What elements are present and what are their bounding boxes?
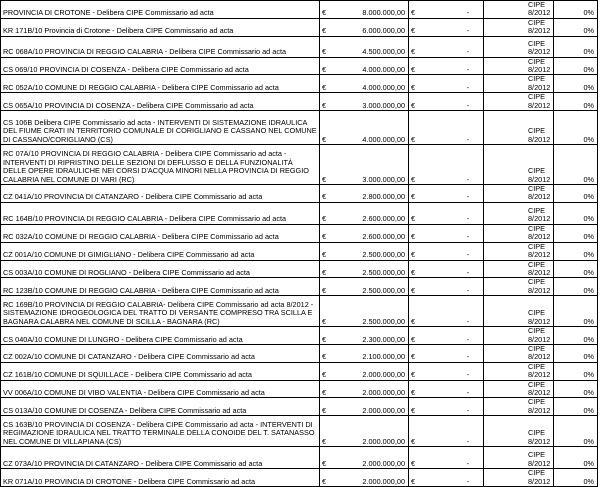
amount-value: 2.000.000,00 <box>332 447 409 469</box>
table-row <box>1 469 598 487</box>
cipe-reference: CIPE 8/2012 <box>484 398 554 416</box>
currency-symbol: € <box>320 145 332 185</box>
currency-symbol: € <box>320 18 332 36</box>
cipe-reference: CIPE 8/2012 <box>484 224 554 242</box>
row-description: RC 164B/10 PROVINCIA DI REGGIO CALABRIA - Delibera CIPE Commissario ad acta <box>1 202 320 224</box>
table-row <box>1 18 598 36</box>
amount-value: 2.500.000,00 <box>332 296 409 327</box>
cipe-reference: CIPE 8/2012 <box>484 75 554 93</box>
secondary-amount: - <box>421 75 484 93</box>
amount-value: 2.300.000,00 <box>332 327 409 345</box>
table-row <box>1 296 598 327</box>
currency-symbol: € <box>320 57 332 75</box>
row-description: CS 040A/10 COMUNE DI LUNGRO - Delibera CIPE Commissario ad acta <box>1 327 320 345</box>
row-description: RC 07A/10 PROVINCIA DI REGGIO CALABRIA - Delibera CIPE Commissario ad acta - INTERVENTI DI RIPRISTINO DELLE SEZIONI DI DEFLUSSO E DELLA FUNZIONALITÀ DELLE OPERE IDRAULICHE NEI CORSI D'ACQUA MINORI NELLA PROVINCIA DI REGGIO CALABRIA NEL COMUNE DI VARI (RC) <box>1 145 320 185</box>
currency-symbol: € <box>320 202 332 224</box>
amount-value: 4.000.000,00 <box>332 111 409 145</box>
percentage-value: 0% <box>554 224 598 242</box>
currency-symbol: € <box>320 398 332 416</box>
amount-value: 2.600.000,00 <box>332 224 409 242</box>
secondary-amount: - <box>421 362 484 380</box>
row-description: KR 071A/10 PROVINCIA DI CROTONE - Delibera CIPE Commissario ad acta <box>1 469 320 487</box>
percentage-value: 0% <box>554 18 598 36</box>
amount-value: 2.000.000,00 <box>332 380 409 398</box>
cipe-reference: CIPE 8/2012 <box>484 416 554 447</box>
cipe-reference: CIPE 8/2012 <box>484 93 554 111</box>
currency-symbol-secondary: € <box>409 145 421 185</box>
row-description: PROVINCIA DI CROTONE - Delibera CIPE Commissario ad acta <box>1 1 320 19</box>
table-body <box>1 1 598 487</box>
table-row <box>1 344 598 362</box>
amount-value: 2.800.000,00 <box>332 185 409 203</box>
secondary-amount: - <box>421 202 484 224</box>
cipe-reference: CIPE 8/2012 <box>484 1 554 19</box>
currency-symbol: € <box>320 380 332 398</box>
table-row <box>1 242 598 260</box>
percentage-value: 0% <box>554 398 598 416</box>
currency-symbol: € <box>320 296 332 327</box>
secondary-amount: - <box>421 111 484 145</box>
currency-symbol-secondary: € <box>409 202 421 224</box>
percentage-value: 0% <box>554 93 598 111</box>
row-description: RC 032A/10 COMUNE DI REGGIO CALABRIA - Delibera CIPE Commissario ad acta <box>1 224 320 242</box>
row-description: RC 169B/10 PROVINCIA DI REGGIO CALABRIA- Delibera CIPE Commissario ad acta 8/2012 - SISTEMAZIONE IDROGEOLOGICA DEL TRATTO DI VERSANTE COMPRESO TRA SCILLA E BAGNARA CALABRA NEL COMUNE DI SCILLA - BAGNARA (RC) <box>1 296 320 327</box>
row-description: RC 052A/10 COMUNE DI REGGIO CALABRIA - Delibera CIPE Commissario ad acta <box>1 75 320 93</box>
cipe-reference: CIPE 8/2012 <box>484 202 554 224</box>
secondary-amount: - <box>421 327 484 345</box>
currency-symbol: € <box>320 75 332 93</box>
currency-symbol-secondary: € <box>409 75 421 93</box>
cipe-reference: CIPE 8/2012 <box>484 344 554 362</box>
currency-symbol: € <box>320 362 332 380</box>
currency-symbol-secondary: € <box>409 296 421 327</box>
row-description: VV 006A/10 COMUNE DI VIBO VALENTIA - Delibera CIPE Commissario ad acta <box>1 380 320 398</box>
amount-value: 2.000.000,00 <box>332 416 409 447</box>
percentage-value: 0% <box>554 202 598 224</box>
amount-value: 2.600.000,00 <box>332 202 409 224</box>
currency-symbol: € <box>320 111 332 145</box>
currency-symbol-secondary: € <box>409 416 421 447</box>
percentage-value: 0% <box>554 1 598 19</box>
row-description: CS 003A/10 COMUNE DI ROGLIANO - Delibera CIPE Commissario ad acta <box>1 260 320 278</box>
secondary-amount: - <box>421 18 484 36</box>
cipe-reference: CIPE 8/2012 <box>484 36 554 57</box>
row-description: CS 013A/10 COMUNE DI COSENZA - Delibera CIPE Commissario ad acta <box>1 398 320 416</box>
secondary-amount: - <box>421 224 484 242</box>
cipe-reference: CIPE 8/2012 <box>484 185 554 203</box>
amount-value: 2.500.000,00 <box>332 260 409 278</box>
currency-symbol: € <box>320 93 332 111</box>
percentage-value: 0% <box>554 185 598 203</box>
table-row <box>1 380 598 398</box>
table-row <box>1 327 598 345</box>
currency-symbol-secondary: € <box>409 1 421 19</box>
currency-symbol-secondary: € <box>409 242 421 260</box>
currency-symbol: € <box>320 469 332 487</box>
secondary-amount: - <box>421 260 484 278</box>
percentage-value: 0% <box>554 344 598 362</box>
table-row <box>1 111 598 145</box>
currency-symbol-secondary: € <box>409 57 421 75</box>
percentage-value: 0% <box>554 145 598 185</box>
percentage-value: 0% <box>554 416 598 447</box>
currency-symbol-secondary: € <box>409 344 421 362</box>
currency-symbol: € <box>320 327 332 345</box>
cipe-reference: CIPE 8/2012 <box>484 278 554 296</box>
table-row <box>1 75 598 93</box>
currency-symbol-secondary: € <box>409 327 421 345</box>
currency-symbol: € <box>320 260 332 278</box>
percentage-value: 0% <box>554 327 598 345</box>
row-description: CS 065A/10 PROVINCIA DI COSENZA - Delibera CIPE Commissario ad acta <box>1 93 320 111</box>
table-row <box>1 447 598 469</box>
percentage-value: 0% <box>554 36 598 57</box>
cipe-reference: CIPE 8/2012 <box>484 111 554 145</box>
cipe-reference: CIPE 8/2012 <box>484 145 554 185</box>
secondary-amount: - <box>421 278 484 296</box>
cipe-reference: CIPE 8/2012 <box>484 469 554 487</box>
secondary-amount: - <box>421 242 484 260</box>
percentage-value: 0% <box>554 380 598 398</box>
currency-symbol: € <box>320 1 332 19</box>
amount-value: 2.000.000,00 <box>332 398 409 416</box>
secondary-amount: - <box>421 416 484 447</box>
row-description: CZ 073A/10 PROVINCIA DI CATANZARO - Delibera CIPE Commissario ad acta <box>1 447 320 469</box>
table-row <box>1 1 598 19</box>
currency-symbol-secondary: € <box>409 469 421 487</box>
currency-symbol: € <box>320 278 332 296</box>
row-description: KR 171B/10 Provincia di Crotone - Delibera CIPE Commissario ad acta <box>1 18 320 36</box>
amount-value: 6.000.000,00 <box>332 18 409 36</box>
table-row <box>1 224 598 242</box>
row-description: RC 123B/10 COMUNE DI REGGIO CALABRIA - Delibera CIPE Commissario ad acta <box>1 278 320 296</box>
currency-symbol: € <box>320 416 332 447</box>
cipe-reference: CIPE 8/2012 <box>484 260 554 278</box>
cipe-reference: CIPE 8/2012 <box>484 327 554 345</box>
row-description: CZ 041A/10 PROVINCIA DI CATANZARO - Delibera CIPE Commissario ad acta <box>1 185 320 203</box>
currency-symbol-secondary: € <box>409 111 421 145</box>
currency-symbol-secondary: € <box>409 398 421 416</box>
currency-symbol-secondary: € <box>409 380 421 398</box>
currency-symbol-secondary: € <box>409 36 421 57</box>
cipe-reference: CIPE 8/2012 <box>484 380 554 398</box>
secondary-amount: - <box>421 398 484 416</box>
currency-symbol-secondary: € <box>409 93 421 111</box>
percentage-value: 0% <box>554 242 598 260</box>
currency-symbol-secondary: € <box>409 185 421 203</box>
amount-value: 8.000.000,00 <box>332 1 409 19</box>
currency-symbol-secondary: € <box>409 224 421 242</box>
table-row <box>1 398 598 416</box>
currency-symbol: € <box>320 224 332 242</box>
cipe-reference: CIPE 8/2012 <box>484 362 554 380</box>
row-description: CZ 001A/10 COMUNE DI GIMIGLIANO - Delibera CIPE Commissario ad acta <box>1 242 320 260</box>
currency-symbol: € <box>320 242 332 260</box>
table-row <box>1 362 598 380</box>
percentage-value: 0% <box>554 75 598 93</box>
cipe-reference: CIPE 8/2012 <box>484 18 554 36</box>
secondary-amount: - <box>421 36 484 57</box>
table-row <box>1 260 598 278</box>
currency-symbol: € <box>320 36 332 57</box>
amount-value: 2.500.000,00 <box>332 242 409 260</box>
cipe-reference: CIPE 8/2012 <box>484 296 554 327</box>
amount-value: 3.000.000,00 <box>332 93 409 111</box>
currency-symbol-secondary: € <box>409 18 421 36</box>
table-row <box>1 202 598 224</box>
currency-symbol-secondary: € <box>409 260 421 278</box>
currency-symbol-secondary: € <box>409 447 421 469</box>
percentage-value: 0% <box>554 469 598 487</box>
table-row <box>1 145 598 185</box>
row-description: CS 106B Delibera CIPE Commissario ad acta - INTERVENTI DI SISTEMAZIONE IDRAULICA DEL FIUME CRATI IN TERRITORIO COMUNALE DI CORIGLIANO E CASSANO NEL COMUNE DI CASSANO/CORIGLIANO (CS) <box>1 111 320 145</box>
table-row <box>1 185 598 203</box>
currency-symbol-secondary: € <box>409 278 421 296</box>
table-row <box>1 93 598 111</box>
secondary-amount: - <box>421 57 484 75</box>
secondary-amount: - <box>421 185 484 203</box>
row-description: RC 068A/10 PROVINCIA DI REGGIO CALABRIA - Delibera CIPE Commissario ad acta <box>1 36 320 57</box>
amount-value: 4.000.000,00 <box>332 57 409 75</box>
percentage-value: 0% <box>554 260 598 278</box>
secondary-amount: - <box>421 93 484 111</box>
currency-symbol: € <box>320 185 332 203</box>
amount-value: 4.500.000,00 <box>332 36 409 57</box>
row-description: CS 069/10 PROVINCIA DI COSENZA - Delibera CIPE Commissario ad acta <box>1 57 320 75</box>
secondary-amount: - <box>421 1 484 19</box>
amount-value: 4.000.000,00 <box>332 75 409 93</box>
table-row <box>1 416 598 447</box>
row-description: CS 163B/10 PROVINCIA DI COSENZA - Delibera CIPE Commissario ad acta - INTERVENTI DI REGIMAZIONE IDRAULICA NEL TRATTO TERMINALE DELLA CONOIDE DEL T. SATANASSO NEL COMUNE DI VILLAPIANA (CS) <box>1 416 320 447</box>
cipe-reference: CIPE 8/2012 <box>484 57 554 75</box>
secondary-amount: - <box>421 296 484 327</box>
currency-symbol: € <box>320 447 332 469</box>
amount-value: 3.000.000,00 <box>332 145 409 185</box>
amount-value: 2.100.000,00 <box>332 344 409 362</box>
table-row <box>1 57 598 75</box>
secondary-amount: - <box>421 447 484 469</box>
table-row <box>1 36 598 57</box>
cipe-reference: CIPE 8/2012 <box>484 242 554 260</box>
secondary-amount: - <box>421 469 484 487</box>
percentage-value: 0% <box>554 278 598 296</box>
percentage-value: 0% <box>554 362 598 380</box>
currency-symbol: € <box>320 344 332 362</box>
percentage-value: 0% <box>554 447 598 469</box>
secondary-amount: - <box>421 344 484 362</box>
percentage-value: 0% <box>554 296 598 327</box>
amount-value: 2.000.000,00 <box>332 469 409 487</box>
row-description: CZ 161B/10 COMUNE DI SQUILLACE - Delibera CIPE Commissario ad acta <box>1 362 320 380</box>
secondary-amount: - <box>421 145 484 185</box>
currency-symbol-secondary: € <box>409 362 421 380</box>
amount-value: 2.000.000,00 <box>332 362 409 380</box>
amount-value: 2.500.000,00 <box>332 278 409 296</box>
percentage-value: 0% <box>554 57 598 75</box>
table-row <box>1 278 598 296</box>
row-description: CZ 002A/10 COMUNE DI CATANZARO - Delibera CIPE Commissario ad acta <box>1 344 320 362</box>
percentage-value: 0% <box>554 111 598 145</box>
secondary-amount: - <box>421 380 484 398</box>
cipe-reference: CIPE 8/2012 <box>484 447 554 469</box>
